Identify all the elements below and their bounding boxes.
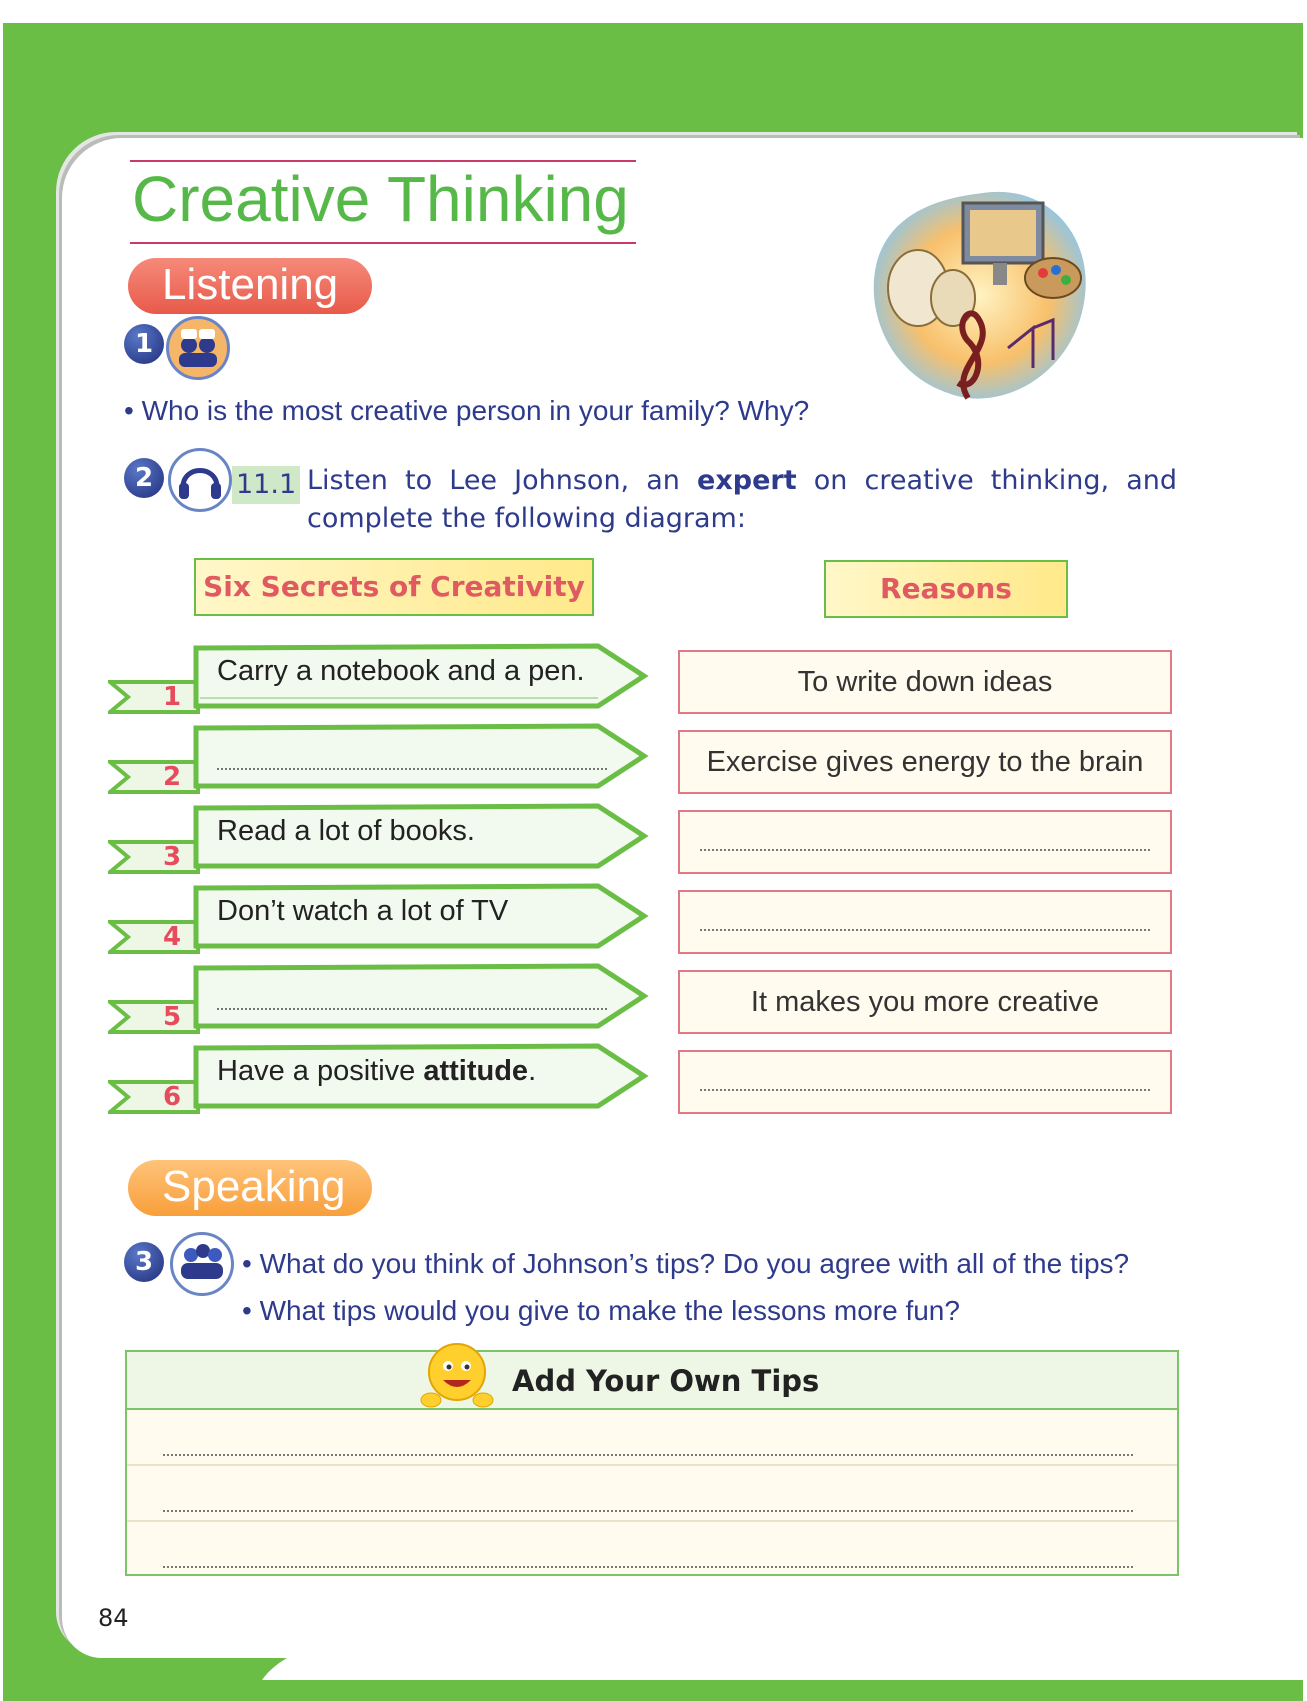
- secret-number: 2: [163, 762, 182, 792]
- secret-text: Carry a notebook and a pen.: [217, 655, 585, 687]
- secret-number: 6: [163, 1082, 182, 1112]
- reason-box-2: Exercise gives energy to the brain: [678, 730, 1172, 794]
- creativity-illustration: [858, 178, 1108, 418]
- secret-number: 4: [163, 922, 182, 952]
- exercise-number-2: 2: [124, 458, 164, 498]
- exercise-number-3: 3: [124, 1242, 164, 1282]
- exercise-number-1: 1: [124, 324, 164, 364]
- reason-box-1: To write down ideas: [678, 650, 1172, 714]
- listening-section-label: Listening: [128, 258, 372, 314]
- speaking-section-label: Speaking: [128, 1160, 372, 1216]
- secret-text: Don’t watch a lot of TV: [217, 895, 509, 927]
- reasons-column-header: Reasons: [824, 560, 1068, 618]
- audio-track-number: 11.1: [232, 466, 300, 504]
- secret-blank-input[interactable]: [217, 736, 607, 778]
- exercise-1-question: • Who is the most creative person in your family? Why?: [124, 395, 810, 426]
- headphones-icon: [168, 448, 232, 512]
- exercise-3-question-2: • What tips would you give to make the lessons more fun?: [242, 1295, 960, 1326]
- secret-text: Read a lot of books.: [217, 815, 475, 847]
- reason-box-6-blank[interactable]: [678, 1050, 1172, 1114]
- page-title: Creative Thinking: [130, 160, 636, 244]
- tips-header: [127, 1352, 1177, 1410]
- reason-box-4-blank[interactable]: [678, 890, 1172, 954]
- tip-line-1[interactable]: [127, 1410, 1177, 1466]
- secret-text: Have a positive attitude.: [217, 1055, 537, 1087]
- group-discussion-icon: [170, 1232, 234, 1296]
- secret-blank-input[interactable]: [217, 976, 607, 1018]
- page-number: 84: [98, 1604, 129, 1632]
- smiley-icon: [417, 1338, 497, 1414]
- tip-line-3[interactable]: [127, 1522, 1177, 1576]
- secrets-column-header: Six Secrets of Creativity: [194, 558, 594, 616]
- exercise-3-question-1: • What do you think of Johnson’s tips? Do you agree with all of the tips?: [242, 1248, 1130, 1279]
- reason-box-5: It makes you more creative: [678, 970, 1172, 1034]
- add-tips-table: [125, 1350, 1179, 1576]
- discussion-icon: [166, 316, 230, 380]
- secret-number: 3: [163, 842, 182, 872]
- exercise-2-instruction: Listen to Lee Johnson, an expert on creative thinking, and complete the following diagram:: [307, 465, 1177, 534]
- tip-line-2[interactable]: [127, 1466, 1177, 1522]
- tips-title: Add Your Own Tips: [512, 1364, 820, 1398]
- reason-box-3-blank[interactable]: [678, 810, 1172, 874]
- secret-number: 1: [163, 682, 182, 712]
- secret-number: 5: [163, 1002, 182, 1032]
